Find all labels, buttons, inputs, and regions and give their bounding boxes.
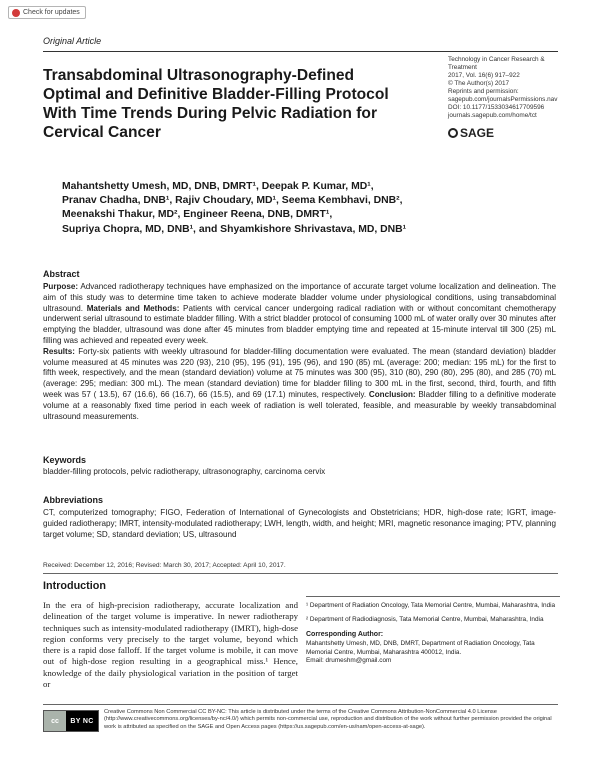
conclusion-text: Bladder filling to a definitive moderate volume at a reasonably fixed time period in each week of radiation is well tolerated, feasible, and measurable by weekly transabdominal ultrasound measurements. — [43, 389, 556, 421]
corresponding-text: Mahantshetty Umesh, MD, DNB, DMRT, Department of Radiation Oncology, Tata Memorial Centre, Mumbai, Maharashtra 400012, India. — [306, 640, 535, 656]
introduction-text: In the era of high-precision radiotherapy, accurate localization and delineation of the target volume is imperative. In newer radiotherapy techniques such as intensity-modulated radiotherapy (IMRT), high-dose region conforms very precisely to the target volume, beyond which there is a rapid dose falloff. If the target volume is mobile, it can move out of high-dose region resulting in a geographical miss.¹ Hence, knowledge of the daily physiological variation in the position of target or — [43, 600, 298, 690]
check-for-updates-button[interactable] — [8, 6, 86, 19]
author-list — [62, 180, 462, 237]
journal-line: Treatment — [448, 64, 477, 71]
journal-link[interactable]: sagepub.com/journalsPermissions.nav — [448, 96, 558, 103]
paper-title: Transabdominal Ultrasonography-Defined Optimal and Definitive Bladder-Filling Protocol With Time Trends During Pelvic Radiation for Cervical Cancer — [43, 67, 389, 141]
license-text: Creative Commons Non Commercial CC BY-NC: This article is distributed under the terms of the Creative Commons Attribution-NonCommercial 4.0 License (http://www.creativecommons.org/licenses/by-nc/4.0/) which permits non-commercial use, reproduction and distribution of the work without further permission provided the original work is attributed as specified on the SAGE and Open Access pages (https://us.sagepub.com/en-us/nam/open-access-at-sage). — [104, 709, 552, 730]
abbreviations-text: CT, computerized tomography; FIGO, Federation of International of Gynecologists and Obstetricians; HDR, high-dose rate; IGRT, image-guided radiotherapy; IMRT, intensity-modulated radiotherapy; LWH, length, width, and height; MRI, magnetic resonance imaging; PTV, planning target volume; SD, standard deviation; US, ultrasound — [43, 508, 556, 539]
received-dates: Received: December 12, 2016; Revised: March 30, 2017; Accepted: April 10, 2017. — [43, 562, 286, 569]
journal-line: © The Author(s) 2017 — [448, 80, 510, 87]
check-updates-icon — [12, 9, 20, 17]
journal-line: Reprints and permission: — [448, 88, 519, 95]
sage-logo-text: SAGE — [460, 126, 495, 140]
author-line: Meenakshi Thakur, MD², Engineer Reena, DNB, DMRT¹, — [62, 209, 333, 221]
journal-line: Technology in Cancer Research & — [448, 56, 545, 63]
abstract-body — [43, 282, 556, 422]
corresponding-heading: Corresponding Author: — [306, 630, 384, 638]
cc-icon: cc — [44, 711, 66, 731]
journal-link[interactable]: journals.sagepub.com/home/tct — [448, 112, 537, 119]
purpose-text: Advanced radiotherapy techniques have emphasized on the importance of accurate target volume localization and delineation. The aim of this study was to determine time taken to achieve moderate bladder volume under physiological conditions, using transabdominal ultrasound. — [43, 282, 556, 313]
check-updates-label: Check for updates — [23, 9, 80, 16]
article-type: Original Article — [43, 36, 102, 46]
journal-line: 2017, Vol. 16(6) 917–922 — [448, 72, 520, 79]
sage-logo-icon — [448, 128, 458, 138]
sage-logo — [448, 126, 494, 140]
methods-label: Materials and Methods: — [86, 303, 180, 313]
methods-text: Patients with cervical cancer undergoing radical radiation with or without concomitant chemotherapy underwent serial ultrasound to estimate bladder filling. With a strict bladder protocol of consuming 1000 mL of water orally over 30 minutes after emptying the bladder, ultrasound was done after 45 minutes from bladder emptying time and repeated at 15-minute interval till 300 (25) mL filling was achieved and repeated every week. — [43, 303, 557, 345]
affiliations — [306, 602, 560, 665]
purpose-label: Purpose: — [43, 282, 79, 291]
keywords-text: bladder-filling protocols, pelvic radiotherapy, ultrasonography, carcinoma cervix — [43, 467, 326, 476]
introduction-heading: Introduction — [43, 580, 106, 592]
author-line: Supriya Chopra, MD, DNB¹, and Shyamkishore Shrivastava, MD, DNB¹ — [62, 223, 407, 235]
dates-divider — [43, 573, 558, 574]
corresponding-email[interactable]: Email: drumeshm@gmail.com — [306, 657, 392, 665]
author-line: Pranav Chadha, DNB¹, Rajiv Choudary, MD¹, Seema Kembhavi, DNB², — [62, 195, 403, 207]
doi-link[interactable]: DOI: 10.1177/1533034617709596 — [448, 104, 545, 111]
keywords-heading: Keywords — [43, 455, 87, 465]
cc-license-badge[interactable] — [43, 710, 99, 732]
author-line: Mahantshetty Umesh, MD, DNB, DMRT¹, Deepak P. Kumar, MD¹, — [62, 181, 374, 192]
conclusion-label: Conclusion: — [368, 389, 416, 399]
abbreviations-heading: Abbreviations — [43, 495, 104, 505]
top-divider — [43, 51, 558, 52]
affiliation-divider — [306, 596, 560, 597]
by-nc-label: BY NC — [66, 711, 98, 731]
results-text: Forty-six patients with weekly ultrasound for bladder-filling documentation were evaluated. The mean (standard deviation) bladder volume measured at 45 minutes was 220 (93), 210 (95), 195 (91), 195 (96), and 190 (85) mL (average: 200; median: 195 mL) for the first to fifth week, respectively, and the mean (standard deviation) volume at 75 minutes was 300 (95), 310 (80), 290 (80), 295 (80), and 285 (70) mL (average: 295; median: 300 mL). The mean (standard deviation) time for bladder filling to 300 mL in the first, second, third, fourth, and fifth week was 57 ( 13.5), 67 (16.6), 66 (16.7), 66 (15.5), and 69 (17.1) minutes, respectively. — [43, 346, 556, 399]
abstract-heading: Abstract — [43, 269, 80, 279]
journal-info — [448, 56, 563, 120]
license-divider — [43, 704, 558, 705]
results-label: Results: — [43, 346, 75, 356]
affiliation-item: ¹ Department of Radiation Oncology, Tata Memorial Centre, Mumbai, Maharashtra, India — [306, 602, 556, 609]
affiliation-item: ² Department of Radiodiagnosis, Tata Memorial Centre, Mumbai, Maharashtra, India — [306, 616, 544, 624]
